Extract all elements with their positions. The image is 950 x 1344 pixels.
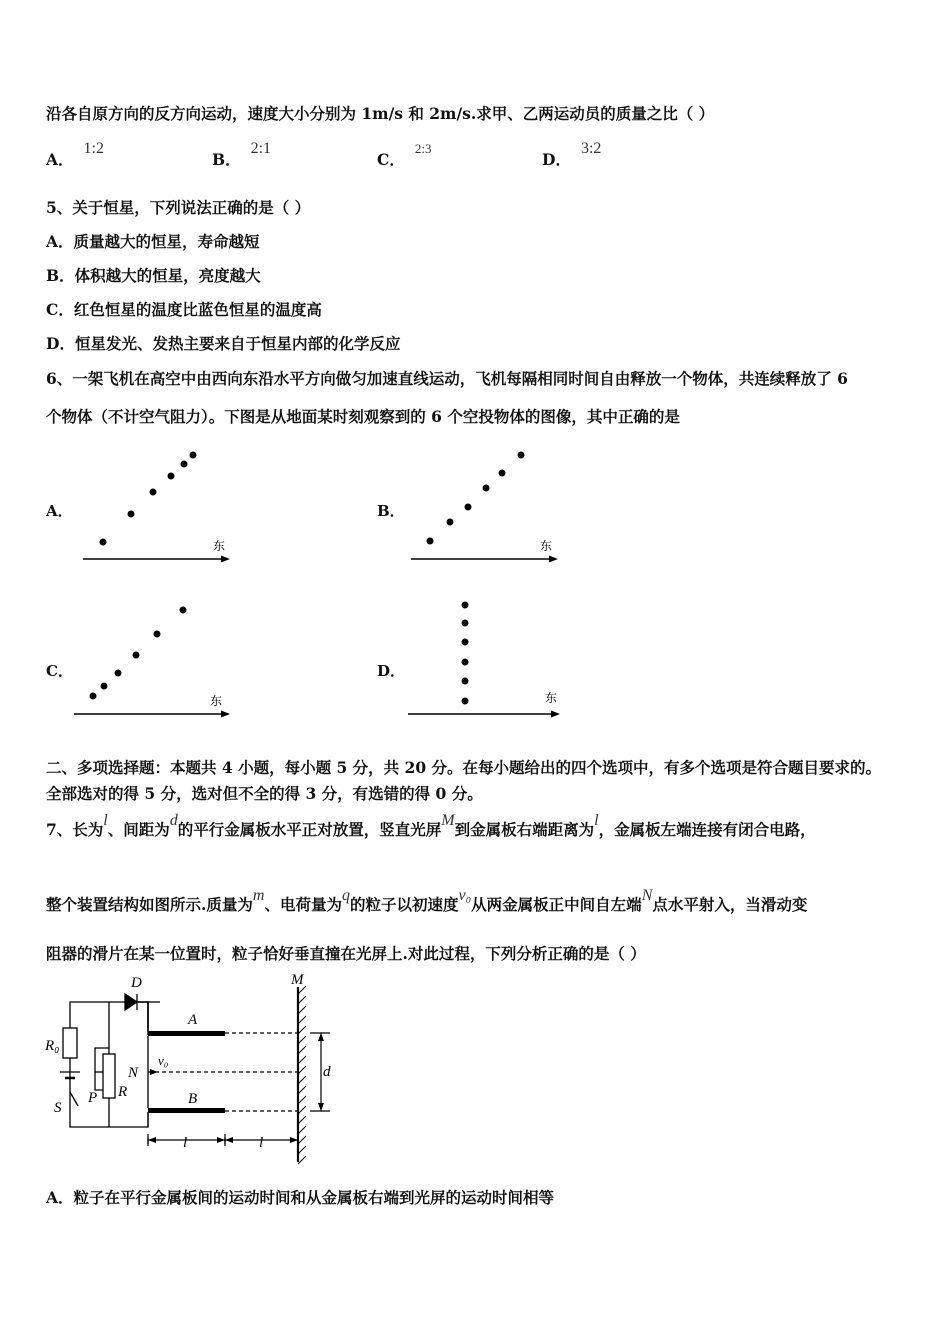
q4-stem-tail: 沿各自原方向的反方向运动，速度大小分别为 1m/s 和 2m/s.求甲、乙两运动员的质量之比（ ） xyxy=(46,104,715,123)
q6-figure-a xyxy=(80,445,240,570)
q4-option-c: C．$^{2:3}$ xyxy=(377,141,432,169)
label-d: d xyxy=(323,1064,331,1080)
q5-option-d: D．恒星发光、发热主要来自于恒星内部的化学反应 xyxy=(46,334,401,353)
dot xyxy=(462,602,469,609)
east-label: 东 xyxy=(213,539,226,553)
dot xyxy=(154,631,161,638)
plate-a xyxy=(148,1031,225,1036)
q6-figure-d xyxy=(405,595,570,725)
dot xyxy=(462,678,469,685)
dot xyxy=(100,539,107,546)
q6-figure-c xyxy=(70,600,240,725)
section2-line2: 全部选对的得 5 分，选对但不全的得 3 分，有选错的得 0 分。 xyxy=(46,784,483,803)
dot xyxy=(465,504,472,511)
q7-circuit-figure xyxy=(40,972,350,1172)
label-P: P xyxy=(88,1090,98,1106)
dot xyxy=(168,473,175,480)
q7-option-a: A．粒子在平行金属板间的运动时间和从金属板右端到光屏的运动时间相等 xyxy=(46,1188,555,1207)
dot xyxy=(518,452,525,459)
dot xyxy=(190,452,197,459)
dot xyxy=(115,670,122,677)
q6-label-c: C． xyxy=(46,662,73,680)
dot xyxy=(101,683,108,690)
label-R: R xyxy=(118,1084,128,1100)
dot xyxy=(483,485,490,492)
dot xyxy=(180,607,187,614)
q7-stem-line1: 7、长为l、间距为d的平行金属板水平正对放置，竖直光屏M到金属板右端距离为l，金属板左端连接有闭合电路， xyxy=(46,812,816,839)
dot xyxy=(150,489,157,496)
label-B: B xyxy=(188,1091,198,1107)
label-l1: l xyxy=(183,1135,188,1151)
east-label: 东 xyxy=(545,691,558,705)
label-N: N xyxy=(128,1065,139,1081)
dot xyxy=(427,538,434,545)
label-R0: R₀ xyxy=(45,1038,60,1054)
q5-option-b: B．体积越大的恒星，亮度越大 xyxy=(46,266,261,285)
dot xyxy=(128,511,135,518)
label-A: A xyxy=(188,1012,198,1028)
q5-option-a: A．质量越大的恒星，寿命越短 xyxy=(46,232,260,251)
label-v0: v₀ xyxy=(158,1053,169,1068)
q6-label-a: A． xyxy=(46,502,73,520)
q6-stem-line2: 个物体（不计空气阻力）。下图是从地面某时刻观察到的 6 个空投物体的图像，其中正确的是 xyxy=(46,407,680,426)
section2-line1: 二、多项选择题：本题共 4 小题，每小题 5 分，共 20 分。在每小题给出的四个选项中，有多个选项是符合题目要求的。 xyxy=(46,758,882,777)
east-label: 东 xyxy=(540,539,553,553)
label-S: S xyxy=(54,1100,62,1116)
label-M: M xyxy=(291,972,304,988)
q4-option-a: A．1:2 xyxy=(46,140,104,169)
dot xyxy=(462,620,469,627)
label-l2: l xyxy=(259,1135,264,1151)
q6-label-d: D． xyxy=(377,662,406,680)
q6-stem-line1: 6、一架飞机在高空中由西向东沿水平方向做匀加速直线运动，飞机每隔相同时间自由释放一个物体，共连续释放了 6 xyxy=(46,369,848,388)
label-D: D xyxy=(131,975,142,991)
east-label: 东 xyxy=(210,694,223,708)
dot xyxy=(462,659,469,666)
dot xyxy=(133,652,140,659)
dot xyxy=(181,461,188,468)
q6-figure-b xyxy=(405,445,565,570)
q7-stem-line2: 整个装置结构如图所示.质量为m、电荷量为q的粒子以初速度v₀从两金属板正中间自左端N点水平射入，当滑动变 xyxy=(46,887,808,914)
q4-option-d: D．3:2 xyxy=(542,140,602,169)
dot xyxy=(447,519,454,526)
dot xyxy=(462,698,469,705)
q4-option-b: B．2:1 xyxy=(212,140,272,169)
dot xyxy=(462,639,469,646)
dot xyxy=(90,693,97,700)
q5-option-c: C．红色恒星的温度比蓝色恒星的温度高 xyxy=(46,300,322,319)
plate-b xyxy=(148,1108,225,1113)
q7-stem-line3: 阻器的滑片在某一位置时，粒子恰好垂直撞在光屏上.对此过程，下列分析正确的是（ ） xyxy=(46,944,646,963)
q5-stem: 5、关于恒星，下列说法正确的是（ ） xyxy=(46,198,311,217)
dot xyxy=(499,470,506,477)
q6-label-b: B． xyxy=(377,502,405,520)
